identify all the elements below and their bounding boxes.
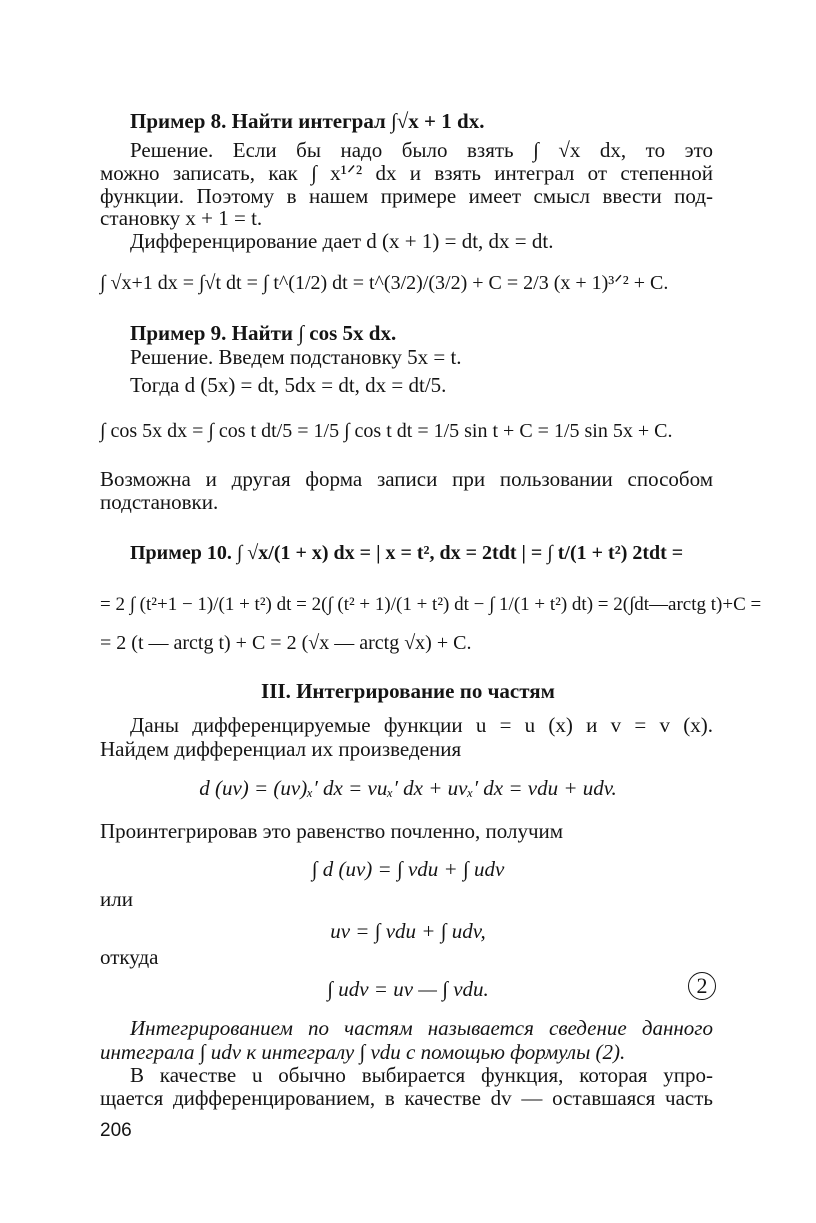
formula-example-10-line: = 2 (t — arctg t) + C = 2 (√x — arctg √x) + C. xyxy=(100,632,472,654)
text-line: Дифференцирование дает d (x + 1) = dt, dx = dt. xyxy=(130,229,554,253)
example-9-heading: Пример 9. Найти ∫ cos 5x dx. xyxy=(130,321,397,345)
text-line: Решение. Введем подстановку 5x = t. xyxy=(130,345,462,369)
section-heading: III. Интегрирование по частям xyxy=(261,679,555,703)
text-line: Решение. Если бы надо было взять ∫ √x dx, то это xyxy=(130,138,713,162)
page-number: 206 xyxy=(100,1120,132,1141)
text-line: щается дифференцированием, в качестве dv — оставшаяся часть xyxy=(100,1086,713,1110)
formula-line: d (uv) = (uv)ₓ′ dx = vuₓ′ dx + uvₓ′ dx = vdu + udv. xyxy=(199,776,617,800)
formula-example-9: ∫ cos 5x dx = ∫ cos t dt/5 = 1/5 ∫ cos t dt = 1/5 sin t + C = 1/5 sin 5x + C. xyxy=(100,420,673,442)
text-line: откуда xyxy=(100,945,159,969)
equation-number: 2 xyxy=(688,972,716,1000)
formula-example-8: ∫ √x+1 dx = ∫√t dt = ∫ t^(1/2) dt = t^(3/2)/(3/2) + C = 2/3 (x + 1)³ᐟ² + C. xyxy=(100,272,669,294)
text-line: Проинтегрировав это равенство почленно, получим xyxy=(100,819,564,843)
text-line: становку x + 1 = t. xyxy=(100,206,263,230)
text-line: Возможна и другая форма записи при пользовании способом xyxy=(100,467,713,491)
definition-line: Интегрированием по частям называется сведение данного xyxy=(130,1016,713,1040)
text-line: подстановки. xyxy=(100,490,219,514)
formula-example-10-line: = 2 ∫ (t²+1 − 1)/(1 + t²) dt = 2(∫ (t² + 1)/(1 + t²) dt − ∫ 1/(1 + t²) dt) = 2(∫dt—arctg t)+C = xyxy=(100,594,762,615)
text-line: можно записать, как ∫ x¹ᐟ² dx и взять интеграл от степенной xyxy=(100,161,713,185)
example-8-heading: Пример 8. Найти интеграл ∫√x + 1 dx. xyxy=(130,109,485,133)
text-line: Найдем дифференциал их произведения xyxy=(100,737,462,761)
formula-line: ∫ udv = uv — ∫ vdu. xyxy=(327,977,489,1001)
definition-line: интеграла ∫ udv к интегралу ∫ vdu с помощью формулы (2). xyxy=(100,1040,626,1064)
formula-line: ∫ d (uv) = ∫ vdu + ∫ udv xyxy=(311,857,505,881)
example-10-heading: Пример 10. ∫ √x/(1 + x) dx = | x = t², dx = 2tdt | = ∫ t/(1 + t²) 2tdt = xyxy=(130,542,684,564)
text-line: функции. Поэтому в нашем примере имеет смысл ввести под- xyxy=(100,184,713,208)
formula-line: uv = ∫ vdu + ∫ udv, xyxy=(330,919,486,943)
text-line: или xyxy=(100,887,133,911)
text-line: Тогда d (5x) = dt, 5dx = dt, dx = dt/5. xyxy=(130,373,447,397)
text-line: В качестве u обычно выбирается функция, которая упро- xyxy=(130,1063,713,1087)
text-line: Даны дифференцируемые функции u = u (x) и v = v (x). xyxy=(130,713,713,737)
